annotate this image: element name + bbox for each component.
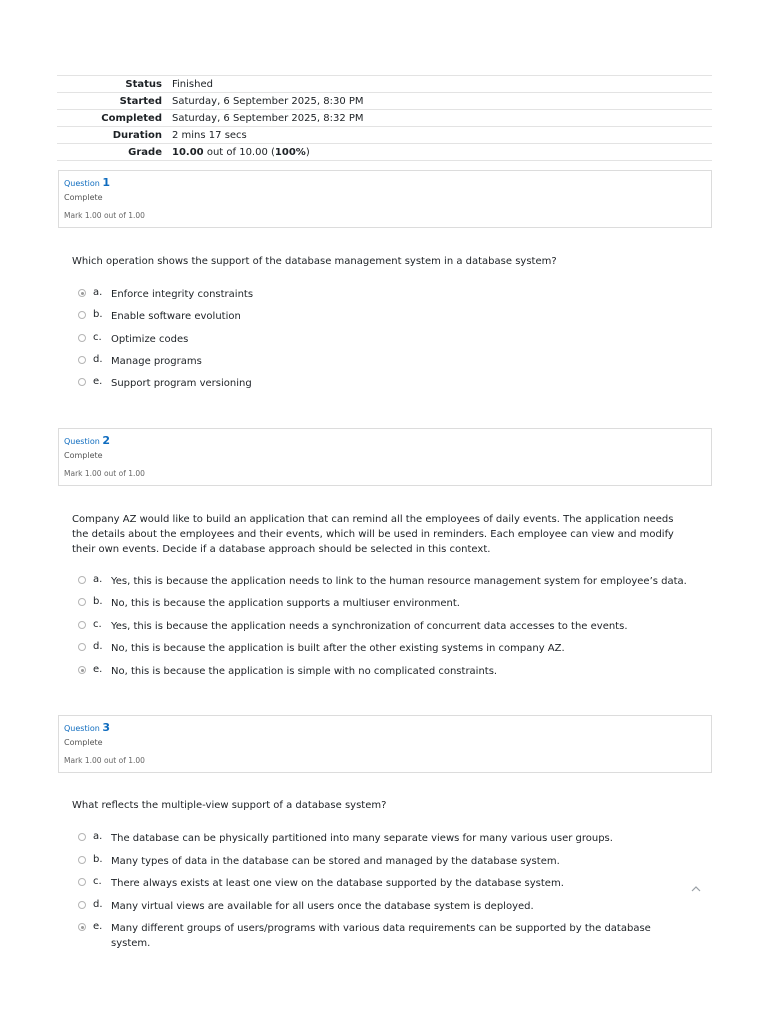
answer-letter: b. — [93, 854, 103, 865]
grade-score: 10.00 — [172, 146, 204, 158]
radio-button[interactable] — [78, 378, 86, 386]
grade-percent: 100% — [274, 146, 306, 158]
grade-close: ) — [305, 146, 310, 158]
summary-row-grade — [57, 144, 712, 161]
started-label: Started — [119, 95, 162, 107]
question-3-answer-d[interactable] — [78, 899, 698, 914]
radio-button[interactable] — [78, 311, 86, 319]
duration-label: Duration — [112, 129, 162, 141]
question-3-answer-c[interactable] — [78, 876, 698, 891]
question-2-answer-e[interactable] — [78, 664, 698, 679]
answer-text: Many types of data in the database can be stored and managed by the database system. — [111, 856, 560, 867]
question-3-state: Complete — [64, 738, 103, 747]
question-1-answer-a[interactable] — [78, 287, 698, 302]
grade-out-of: out of 10.00 ( — [206, 146, 275, 158]
answer-letter: c. — [93, 619, 102, 630]
question-3-answer-e[interactable] — [78, 921, 668, 951]
question-2-mark: Mark 1.00 out of 1.00 — [64, 469, 145, 478]
answer-text: No, this is because the application is built after the other existing systems in company AZ. — [111, 643, 565, 654]
summary-row-started — [57, 93, 712, 110]
answer-letter: a. — [93, 574, 103, 585]
completed-label: Completed — [101, 112, 162, 124]
question-2-state: Complete — [64, 451, 103, 460]
started-value: Saturday, 6 September 2025, 8:30 PM — [172, 95, 364, 107]
radio-button[interactable] — [78, 666, 86, 674]
question-1-number — [64, 176, 110, 189]
question-2-number — [64, 434, 110, 447]
chevron-up-icon[interactable] — [689, 883, 703, 897]
completed-value: Saturday, 6 September 2025, 8:32 PM — [172, 112, 364, 124]
summary-row-status — [57, 76, 712, 93]
radio-button[interactable] — [78, 621, 86, 629]
answer-letter: e. — [93, 921, 103, 932]
radio-button[interactable] — [78, 289, 86, 297]
answer-letter: d. — [93, 899, 103, 910]
answer-text: No, this is because the application is simple with no complicated constraints. — [111, 666, 498, 677]
question-2-answer-a[interactable] — [78, 574, 698, 589]
question-1-text: Which operation shows the support of the database management system in a database system? — [72, 256, 557, 267]
question-1-answer-c[interactable] — [78, 332, 698, 347]
radio-button[interactable] — [78, 878, 86, 886]
question-3-number — [64, 721, 110, 734]
answer-letter: c. — [93, 876, 102, 887]
answer-text: No, this is because the application supports a multiuser environment. — [111, 598, 460, 609]
question-3-answer-b[interactable] — [78, 854, 698, 869]
answer-letter: b. — [93, 596, 103, 607]
question-3-text: What reflects the multiple-view support of a database system? — [72, 800, 387, 811]
status-label: Status — [125, 78, 162, 90]
question-3-mark: Mark 1.00 out of 1.00 — [64, 756, 145, 765]
radio-button[interactable] — [78, 643, 86, 651]
radio-button[interactable] — [78, 356, 86, 364]
duration-value: 2 mins 17 secs — [172, 129, 247, 141]
question-1-answer-e[interactable] — [78, 376, 698, 391]
answer-text: Manage programs — [111, 356, 202, 367]
answer-letter: a. — [93, 831, 103, 842]
summary-row-completed — [57, 110, 712, 127]
radio-button[interactable] — [78, 576, 86, 584]
answer-text: Enforce integrity constraints — [111, 289, 254, 300]
radio-button[interactable] — [78, 833, 86, 841]
question-1-answer-b[interactable] — [78, 309, 698, 324]
radio-button[interactable] — [78, 598, 86, 606]
answer-text: Support program versioning — [111, 378, 252, 389]
question-2-answer-c[interactable] — [78, 619, 698, 634]
question-1-answer-d[interactable] — [78, 354, 698, 369]
question-number: 1 — [102, 176, 110, 189]
answer-letter: c. — [93, 332, 102, 343]
answer-text: There always exists at least one view on the database supported by the database system. — [111, 878, 564, 889]
question-prefix: Question — [64, 179, 100, 188]
attempt-summary-table — [57, 75, 712, 161]
answer-letter: e. — [93, 664, 103, 675]
answer-letter: a. — [93, 287, 103, 298]
question-3-answer-a[interactable] — [78, 831, 698, 846]
question-1-mark: Mark 1.00 out of 1.00 — [64, 211, 145, 220]
question-1-info — [58, 170, 712, 228]
question-2-answer-b[interactable] — [78, 596, 698, 611]
answer-text: Optimize codes — [111, 334, 189, 345]
answer-text: Enable software evolution — [111, 311, 241, 322]
answer-letter: b. — [93, 309, 103, 320]
question-2-info — [58, 428, 712, 486]
question-2-answer-d[interactable] — [78, 641, 698, 656]
question-number: 2 — [102, 434, 110, 447]
question-3-info — [58, 715, 712, 773]
answer-text: Many virtual views are available for all users once the database system is deployed. — [111, 901, 534, 912]
answer-letter: e. — [93, 376, 103, 387]
question-1-state: Complete — [64, 193, 103, 202]
answer-text: The database can be physically partitioned into many separate views for many various user groups. — [111, 833, 613, 844]
answer-letter: d. — [93, 354, 103, 365]
radio-button[interactable] — [78, 923, 86, 931]
summary-row-duration — [57, 127, 712, 144]
grade-value — [172, 144, 712, 161]
question-prefix: Question — [64, 437, 100, 446]
answer-text: Yes, this is because the application needs to link to the human resource management system for employee’s data. — [111, 576, 687, 587]
question-prefix: Question — [64, 724, 100, 733]
answer-text: Yes, this is because the application needs a synchronization of concurrent data accesses to the events. — [111, 621, 628, 632]
radio-button[interactable] — [78, 856, 86, 864]
grade-label: Grade — [128, 146, 162, 158]
radio-button[interactable] — [78, 334, 86, 342]
answer-text: Many different groups of users/programs with various data requirements can be supported by the database system. — [111, 923, 651, 949]
question-number: 3 — [102, 721, 110, 734]
answer-letter: d. — [93, 641, 103, 652]
question-2-text: Company AZ would like to build an application that can remind all the employees of daily events. The application needs the details about the employees and their events, which will be used in reminders. Each employee can view and modify their own events. Decide if a database approach should be selected in this context. — [72, 514, 674, 555]
radio-button[interactable] — [78, 901, 86, 909]
status-value: Finished — [172, 78, 213, 90]
